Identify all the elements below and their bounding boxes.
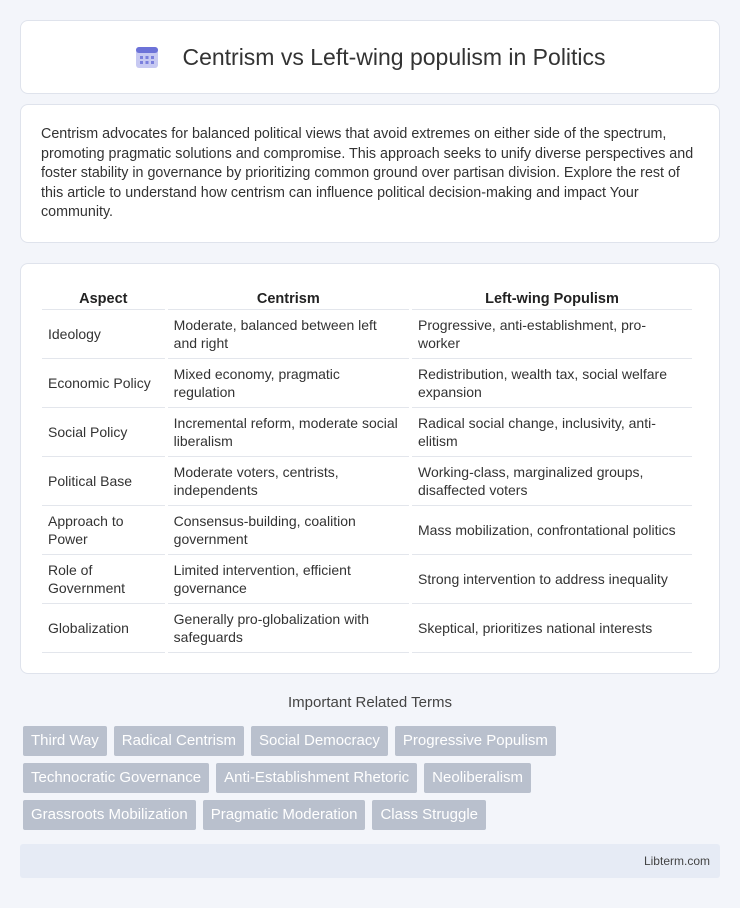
cell-aspect: Ideology — [42, 310, 165, 359]
table-row — [42, 506, 692, 555]
header-card — [20, 20, 720, 94]
cell-left-wing: Redistribution, wealth tax, social welfare expansion — [412, 359, 692, 408]
footer — [20, 844, 720, 878]
tag-row — [23, 763, 723, 793]
tag-social-democracy[interactable]: Social Democracy — [251, 726, 388, 756]
cell-aspect: Role of Government — [42, 555, 165, 604]
comparison-table — [39, 284, 695, 653]
tag-anti-establishment-rhetoric[interactable]: Anti-Establishment Rhetoric — [216, 763, 417, 793]
cell-left-wing: Mass mobilization, confrontational politics — [412, 506, 692, 555]
table-header-row — [42, 284, 692, 310]
cell-left-wing: Radical social change, inclusivity, anti-elitism — [412, 408, 692, 457]
cell-left-wing: Progressive, anti-establishment, pro-worker — [412, 310, 692, 359]
table-row — [42, 604, 692, 653]
table-row — [42, 310, 692, 359]
header-left-wing-populism: Left-wing Populism — [412, 284, 692, 310]
tag-progressive-populism[interactable]: Progressive Populism — [395, 726, 556, 756]
cell-left-wing: Working-class, marginalized groups, disaffected voters — [412, 457, 692, 506]
cell-left-wing: Strong intervention to address inequality — [412, 555, 692, 604]
cell-aspect: Social Policy — [42, 408, 165, 457]
related-terms-title: Important Related Terms — [288, 694, 452, 711]
cell-centrism: Incremental reform, moderate social liberalism — [168, 408, 409, 457]
cell-left-wing: Skeptical, prioritizes national interests — [412, 604, 692, 653]
intro-text: Centrism advocates for balanced political views that avoid extremes on either side of the spectrum, promoting pragmatic solutions and compromise. This approach seeks to unify diverse perspectives and foster stability in governance by prioritizing common ground over partisan division. Explore the rest of this article to understand how centrism can influence political decision-making and impact Your community. — [41, 126, 694, 220]
calendar-grid-icon — [134, 44, 160, 70]
tag-row — [23, 726, 723, 756]
cell-aspect: Globalization — [42, 604, 165, 653]
tag-third-way[interactable]: Third Way — [23, 726, 107, 756]
header-aspect: Aspect — [42, 284, 165, 310]
tag-radical-centrism[interactable]: Radical Centrism — [114, 726, 244, 756]
tag-grassroots-mobilization[interactable]: Grassroots Mobilization — [23, 800, 196, 830]
tag-class-struggle[interactable]: Class Struggle — [372, 800, 486, 830]
related-terms-tags — [23, 726, 723, 837]
table-row — [42, 359, 692, 408]
intro-card — [20, 104, 720, 243]
footer-site-link[interactable]: Libterm.com — [643, 854, 710, 868]
tag-neoliberalism[interactable]: Neoliberalism — [424, 763, 531, 793]
tag-technocratic-governance[interactable]: Technocratic Governance — [23, 763, 209, 793]
cell-centrism: Mixed economy, pragmatic regulation — [168, 359, 409, 408]
cell-centrism: Moderate voters, centrists, independents — [168, 457, 409, 506]
cell-aspect: Political Base — [42, 457, 165, 506]
cell-centrism: Moderate, balanced between left and right — [168, 310, 409, 359]
table-row — [42, 408, 692, 457]
cell-aspect: Economic Policy — [42, 359, 165, 408]
comparison-table-card — [20, 263, 720, 674]
page-title: Centrism vs Left-wing populism in Politics — [182, 43, 606, 70]
table-row — [42, 457, 692, 506]
cell-centrism: Limited intervention, efficient governance — [168, 555, 409, 604]
table-row — [42, 555, 692, 604]
tag-row — [23, 800, 723, 830]
header-centrism: Centrism — [168, 284, 409, 310]
cell-aspect: Approach to Power — [42, 506, 165, 555]
tag-pragmatic-moderation[interactable]: Pragmatic Moderation — [203, 800, 366, 830]
cell-centrism: Consensus-building, coalition government — [168, 506, 409, 555]
cell-centrism: Generally pro-globalization with safeguards — [168, 604, 409, 653]
